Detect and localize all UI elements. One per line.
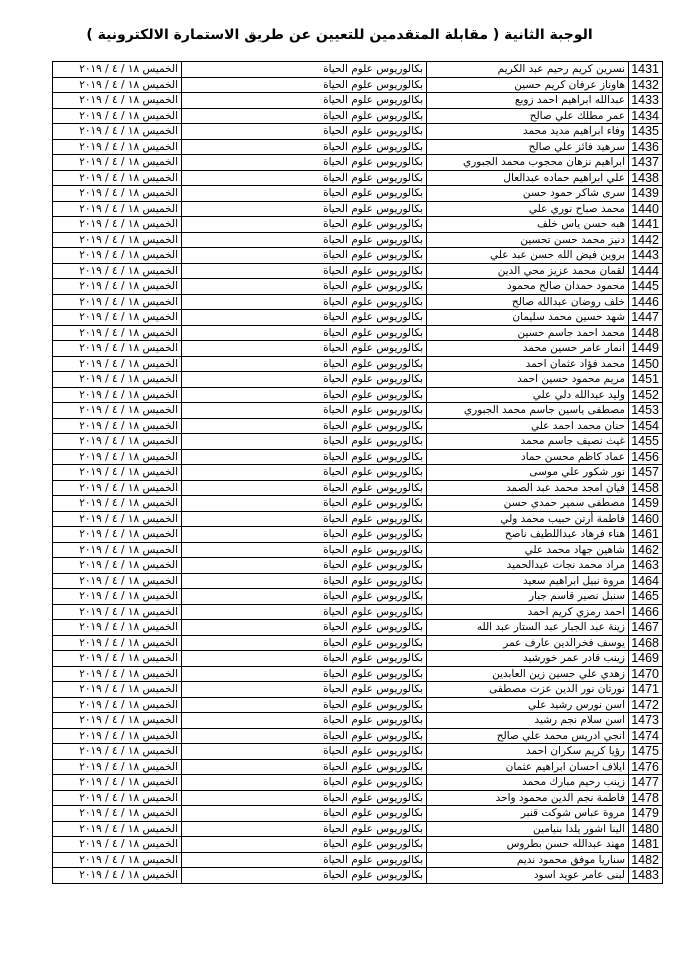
- interview-date-cell: الخميس ١٨ / ٤ / ٢٠١٩: [53, 744, 182, 760]
- applicant-number-cell: 1433: [629, 93, 663, 109]
- applicant-number-cell: 1470: [629, 666, 663, 682]
- applicant-name-cell: فاطمة نجم الدين محمود واحد: [427, 790, 629, 806]
- interview-date-cell: الخميس ١٨ / ٤ / ٢٠١٩: [53, 697, 182, 713]
- table-row: [53, 852, 663, 868]
- applicant-number-cell: 1451: [629, 372, 663, 388]
- applicant-number-cell: 1450: [629, 356, 663, 372]
- interview-date-cell: الخميس ١٨ / ٤ / ٢٠١٩: [53, 186, 182, 202]
- applicant-number-cell: 1443: [629, 248, 663, 264]
- degree-cell: بكالوريوس علوم الحياة: [182, 589, 427, 605]
- applicant-name-cell: مروة عباس شوكت قنبر: [427, 806, 629, 822]
- applicant-name-cell: محمد احمد جاسم حسين: [427, 325, 629, 341]
- table-row: [53, 697, 663, 713]
- degree-cell: بكالوريوس علوم الحياة: [182, 170, 427, 186]
- degree-cell: بكالوريوس علوم الحياة: [182, 604, 427, 620]
- applicant-name-cell: زينة عبد الجبار عبد الستار عبد الله: [427, 620, 629, 636]
- applicant-number-cell: 1481: [629, 837, 663, 853]
- degree-cell: بكالوريوس علوم الحياة: [182, 186, 427, 202]
- applicant-number-cell: 1440: [629, 201, 663, 217]
- interview-date-cell: الخميس ١٨ / ٤ / ٢٠١٩: [53, 759, 182, 775]
- table-row: [53, 341, 663, 357]
- applicant-number-cell: 1442: [629, 232, 663, 248]
- degree-cell: بكالوريوس علوم الحياة: [182, 666, 427, 682]
- applicant-number-cell: 1464: [629, 573, 663, 589]
- applicant-name-cell: اسن نورس رشيد علي: [427, 697, 629, 713]
- interview-date-cell: الخميس ١٨ / ٤ / ٢٠١٩: [53, 868, 182, 884]
- degree-cell: بكالوريوس علوم الحياة: [182, 868, 427, 884]
- applicant-number-cell: 1449: [629, 341, 663, 357]
- applicant-number-cell: 1465: [629, 589, 663, 605]
- applicant-name-cell: سرى شاكر حمود حسن: [427, 186, 629, 202]
- degree-cell: بكالوريوس علوم الحياة: [182, 697, 427, 713]
- table-row: [53, 558, 663, 574]
- applicant-name-cell: زهدي علي حسين زين العابدين: [427, 666, 629, 682]
- interview-date-cell: الخميس ١٨ / ٤ / ٢٠١٩: [53, 496, 182, 512]
- degree-cell: بكالوريوس علوم الحياة: [182, 325, 427, 341]
- applicant-number-cell: 1478: [629, 790, 663, 806]
- applicant-number-cell: 1482: [629, 852, 663, 868]
- applicant-number-cell: 1474: [629, 728, 663, 744]
- interview-date-cell: الخميس ١٨ / ٤ / ٢٠١٩: [53, 775, 182, 791]
- degree-cell: بكالوريوس علوم الحياة: [182, 248, 427, 264]
- degree-cell: بكالوريوس علوم الحياة: [182, 93, 427, 109]
- table-row: [53, 868, 663, 884]
- table-row: [53, 279, 663, 295]
- interview-date-cell: الخميس ١٨ / ٤ / ٢٠١٩: [53, 93, 182, 109]
- applicant-number-cell: 1479: [629, 806, 663, 822]
- applicant-number-cell: 1455: [629, 434, 663, 450]
- interview-date-cell: الخميس ١٨ / ٤ / ٢٠١٩: [53, 589, 182, 605]
- table-row: [53, 511, 663, 527]
- interview-date-cell: الخميس ١٨ / ٤ / ٢٠١٩: [53, 62, 182, 78]
- degree-cell: بكالوريوس علوم الحياة: [182, 418, 427, 434]
- applicant-number-cell: 1454: [629, 418, 663, 434]
- applicant-number-cell: 1453: [629, 403, 663, 419]
- degree-cell: بكالوريوس علوم الحياة: [182, 232, 427, 248]
- interview-date-cell: الخميس ١٨ / ٤ / ٢٠١٩: [53, 108, 182, 124]
- applicant-number-cell: 1444: [629, 263, 663, 279]
- applicant-name-cell: هبه حسن ياس خلف: [427, 217, 629, 233]
- applicant-name-cell: خلف روضان عبدالله صالح: [427, 294, 629, 310]
- interview-date-cell: الخميس ١٨ / ٤ / ٢٠١٩: [53, 201, 182, 217]
- degree-cell: بكالوريوس علوم الحياة: [182, 387, 427, 403]
- degree-cell: بكالوريوس علوم الحياة: [182, 465, 427, 481]
- interview-date-cell: الخميس ١٨ / ٤ / ٢٠١٩: [53, 511, 182, 527]
- table-row: [53, 666, 663, 682]
- applicant-name-cell: لقمان محمد عزيز محي الدين: [427, 263, 629, 279]
- degree-cell: بكالوريوس علوم الحياة: [182, 511, 427, 527]
- applicant-number-cell: 1438: [629, 170, 663, 186]
- applicant-name-cell: علي ابراهيم حماده عبدالعال: [427, 170, 629, 186]
- table-row: [53, 527, 663, 543]
- applicant-name-cell: بروين فيض الله حسن عبد علي: [427, 248, 629, 264]
- applicants-table-container: [52, 61, 662, 884]
- interview-date-cell: الخميس ١٨ / ٤ / ٢٠١٩: [53, 728, 182, 744]
- applicants-table-body: [53, 62, 663, 884]
- applicant-number-cell: 1469: [629, 651, 663, 667]
- interview-date-cell: الخميس ١٨ / ٤ / ٢٠١٩: [53, 170, 182, 186]
- applicant-name-cell: ابراهيم نزهان محجوب محمد الجبوري: [427, 155, 629, 171]
- table-row: [53, 232, 663, 248]
- degree-cell: بكالوريوس علوم الحياة: [182, 744, 427, 760]
- degree-cell: بكالوريوس علوم الحياة: [182, 356, 427, 372]
- table-row: [53, 248, 663, 264]
- interview-date-cell: الخميس ١٨ / ٤ / ٢٠١٩: [53, 139, 182, 155]
- table-row: [53, 325, 663, 341]
- interview-date-cell: الخميس ١٨ / ٤ / ٢٠١٩: [53, 542, 182, 558]
- table-row: [53, 310, 663, 326]
- degree-cell: بكالوريوس علوم الحياة: [182, 496, 427, 512]
- applicant-number-cell: 1436: [629, 139, 663, 155]
- applicant-name-cell: عماد كاظم محسن حماد: [427, 449, 629, 465]
- applicant-name-cell: نورتان نور الدين عزت مصطفى: [427, 682, 629, 698]
- table-row: [53, 635, 663, 651]
- table-row: [53, 806, 663, 822]
- interview-date-cell: الخميس ١٨ / ٤ / ٢٠١٩: [53, 387, 182, 403]
- applicant-number-cell: 1446: [629, 294, 663, 310]
- table-row: [53, 263, 663, 279]
- applicant-name-cell: فيان امجد محمد عبد الصمد: [427, 480, 629, 496]
- applicant-name-cell: مراد محمد نجات عبدالحميد: [427, 558, 629, 574]
- applicant-number-cell: 1432: [629, 77, 663, 93]
- applicant-name-cell: سناريا موفق محمود نديم: [427, 852, 629, 868]
- applicant-number-cell: 1457: [629, 465, 663, 481]
- applicant-number-cell: 1476: [629, 759, 663, 775]
- interview-date-cell: الخميس ١٨ / ٤ / ٢٠١٩: [53, 465, 182, 481]
- applicant-name-cell: دنيز محمد حسن تحسين: [427, 232, 629, 248]
- degree-cell: بكالوريوس علوم الحياة: [182, 201, 427, 217]
- table-row: [53, 294, 663, 310]
- degree-cell: بكالوريوس علوم الحياة: [182, 124, 427, 140]
- interview-date-cell: الخميس ١٨ / ٤ / ٢٠١٩: [53, 124, 182, 140]
- applicant-name-cell: يوسف فخرالدين عارف عمر: [427, 635, 629, 651]
- degree-cell: بكالوريوس علوم الحياة: [182, 837, 427, 853]
- interview-date-cell: الخميس ١٨ / ٤ / ٢٠١٩: [53, 573, 182, 589]
- table-row: [53, 449, 663, 465]
- applicant-name-cell: نسرين كريم رحيم عبد الكريم: [427, 62, 629, 78]
- degree-cell: بكالوريوس علوم الحياة: [182, 217, 427, 233]
- applicant-name-cell: مصطفى ياسين جاسم محمد الجبوري: [427, 403, 629, 419]
- applicant-number-cell: 1445: [629, 279, 663, 295]
- interview-date-cell: الخميس ١٨ / ٤ / ٢٠١٩: [53, 77, 182, 93]
- table-row: [53, 434, 663, 450]
- applicant-name-cell: احمد رمزي كريم احمد: [427, 604, 629, 620]
- interview-date-cell: الخميس ١٨ / ٤ / ٢٠١٩: [53, 279, 182, 295]
- table-row: [53, 759, 663, 775]
- table-row: [53, 139, 663, 155]
- table-row: [53, 713, 663, 729]
- degree-cell: بكالوريوس علوم الحياة: [182, 713, 427, 729]
- applicant-number-cell: 1468: [629, 635, 663, 651]
- applicant-number-cell: 1461: [629, 527, 663, 543]
- degree-cell: بكالوريوس علوم الحياة: [182, 542, 427, 558]
- applicant-number-cell: 1473: [629, 713, 663, 729]
- applicant-number-cell: 1452: [629, 387, 663, 403]
- applicant-name-cell: سرهيد فائز علي صالح: [427, 139, 629, 155]
- applicant-name-cell: مريم محمود حسين احمد: [427, 372, 629, 388]
- table-row: [53, 108, 663, 124]
- applicant-name-cell: زينب قادر عمر خورشيد: [427, 651, 629, 667]
- interview-date-cell: الخميس ١٨ / ٤ / ٢٠١٩: [53, 527, 182, 543]
- applicant-number-cell: 1439: [629, 186, 663, 202]
- applicant-number-cell: 1431: [629, 62, 663, 78]
- table-row: [53, 573, 663, 589]
- interview-date-cell: الخميس ١٨ / ٤ / ٢٠١٩: [53, 403, 182, 419]
- interview-date-cell: الخميس ١٨ / ٤ / ٢٠١٩: [53, 356, 182, 372]
- interview-date-cell: الخميس ١٨ / ٤ / ٢٠١٩: [53, 418, 182, 434]
- table-row: [53, 418, 663, 434]
- table-row: [53, 217, 663, 233]
- table-row: [53, 186, 663, 202]
- table-row: [53, 77, 663, 93]
- table-row: [53, 372, 663, 388]
- applicant-name-cell: سنبل نصير قاسم جبار: [427, 589, 629, 605]
- degree-cell: بكالوريوس علوم الحياة: [182, 434, 427, 450]
- applicant-name-cell: لبنى عامر عويد اسود: [427, 868, 629, 884]
- applicant-name-cell: انمار عامر حسين محمد: [427, 341, 629, 357]
- degree-cell: بكالوريوس علوم الحياة: [182, 449, 427, 465]
- degree-cell: بكالوريوس علوم الحياة: [182, 620, 427, 636]
- applicant-name-cell: مهند عبدالله حسن بطروس: [427, 837, 629, 853]
- applicant-number-cell: 1477: [629, 775, 663, 791]
- degree-cell: بكالوريوس علوم الحياة: [182, 403, 427, 419]
- applicant-name-cell: الينا اشور يلدا بنيامين: [427, 821, 629, 837]
- degree-cell: بكالوريوس علوم الحياة: [182, 775, 427, 791]
- interview-date-cell: الخميس ١٨ / ٤ / ٢٠١٩: [53, 682, 182, 698]
- interview-date-cell: الخميس ١٨ / ٤ / ٢٠١٩: [53, 325, 182, 341]
- table-row: [53, 682, 663, 698]
- applicant-name-cell: وليد عبدالله دلي علي: [427, 387, 629, 403]
- interview-date-cell: الخميس ١٨ / ٤ / ٢٠١٩: [53, 635, 182, 651]
- applicant-number-cell: 1458: [629, 480, 663, 496]
- applicant-number-cell: 1463: [629, 558, 663, 574]
- applicant-name-cell: محمد صباح نوري علي: [427, 201, 629, 217]
- applicant-name-cell: هناء فرهاد عبداللطيف ناصح: [427, 527, 629, 543]
- table-row: [53, 775, 663, 791]
- applicant-name-cell: مروة نبيل ابراهيم سعيد: [427, 573, 629, 589]
- table-row: [53, 589, 663, 605]
- applicant-name-cell: زينب رحيم مبارك محمد: [427, 775, 629, 791]
- applicant-number-cell: 1483: [629, 868, 663, 884]
- interview-date-cell: الخميس ١٨ / ٤ / ٢٠١٩: [53, 806, 182, 822]
- applicant-name-cell: انجي ادريس محمد علي صالح: [427, 728, 629, 744]
- table-row: [53, 93, 663, 109]
- interview-date-cell: الخميس ١٨ / ٤ / ٢٠١٩: [53, 852, 182, 868]
- applicant-number-cell: 1475: [629, 744, 663, 760]
- degree-cell: بكالوريوس علوم الحياة: [182, 759, 427, 775]
- table-row: [53, 620, 663, 636]
- degree-cell: بكالوريوس علوم الحياة: [182, 263, 427, 279]
- interview-date-cell: الخميس ١٨ / ٤ / ٢٠١٩: [53, 434, 182, 450]
- applicant-name-cell: عمر مطلك علي صالح: [427, 108, 629, 124]
- table-row: [53, 604, 663, 620]
- table-row: [53, 201, 663, 217]
- applicant-name-cell: شاهين جهاد محمد علي: [427, 542, 629, 558]
- degree-cell: بكالوريوس علوم الحياة: [182, 62, 427, 78]
- applicant-number-cell: 1472: [629, 697, 663, 713]
- degree-cell: بكالوريوس علوم الحياة: [182, 139, 427, 155]
- degree-cell: بكالوريوس علوم الحياة: [182, 310, 427, 326]
- applicant-name-cell: محمود حمدان صالح محمود: [427, 279, 629, 295]
- applicant-number-cell: 1459: [629, 496, 663, 512]
- degree-cell: بكالوريوس علوم الحياة: [182, 341, 427, 357]
- table-row: [53, 403, 663, 419]
- table-row: [53, 651, 663, 667]
- interview-date-cell: الخميس ١٨ / ٤ / ٢٠١٩: [53, 310, 182, 326]
- degree-cell: بكالوريوس علوم الحياة: [182, 155, 427, 171]
- applicant-name-cell: حنان محمد احمد علي: [427, 418, 629, 434]
- interview-date-cell: الخميس ١٨ / ٤ / ٢٠١٩: [53, 341, 182, 357]
- degree-cell: بكالوريوس علوم الحياة: [182, 852, 427, 868]
- applicant-number-cell: 1437: [629, 155, 663, 171]
- interview-date-cell: الخميس ١٨ / ٤ / ٢٠١٩: [53, 837, 182, 853]
- applicant-number-cell: 1447: [629, 310, 663, 326]
- degree-cell: بكالوريوس علوم الحياة: [182, 651, 427, 667]
- interview-date-cell: الخميس ١٨ / ٤ / ٢٠١٩: [53, 217, 182, 233]
- interview-date-cell: الخميس ١٨ / ٤ / ٢٠١٩: [53, 232, 182, 248]
- table-row: [53, 744, 663, 760]
- applicant-name-cell: مصطفى سمير حمدي حسن: [427, 496, 629, 512]
- applicant-name-cell: غيث نصيف جاسم محمد: [427, 434, 629, 450]
- degree-cell: بكالوريوس علوم الحياة: [182, 77, 427, 93]
- applicant-number-cell: 1434: [629, 108, 663, 124]
- applicant-name-cell: عبدالله ابراهيم احمد زوبع: [427, 93, 629, 109]
- degree-cell: بكالوريوس علوم الحياة: [182, 806, 427, 822]
- degree-cell: بكالوريوس علوم الحياة: [182, 108, 427, 124]
- degree-cell: بكالوريوس علوم الحياة: [182, 527, 427, 543]
- interview-date-cell: الخميس ١٨ / ٤ / ٢٠١٩: [53, 620, 182, 636]
- degree-cell: بكالوريوس علوم الحياة: [182, 728, 427, 744]
- interview-date-cell: الخميس ١٨ / ٤ / ٢٠١٩: [53, 604, 182, 620]
- table-row: [53, 480, 663, 496]
- table-row: [53, 356, 663, 372]
- table-row: [53, 496, 663, 512]
- applicant-name-cell: فاطمة أرتن حبيب محمد ولي: [427, 511, 629, 527]
- table-row: [53, 790, 663, 806]
- degree-cell: بكالوريوس علوم الحياة: [182, 573, 427, 589]
- applicant-name-cell: وفاء ابراهيم مديد محمد: [427, 124, 629, 140]
- interview-date-cell: الخميس ١٨ / ٤ / ٢٠١٩: [53, 449, 182, 465]
- interview-date-cell: الخميس ١٨ / ٤ / ٢٠١٩: [53, 294, 182, 310]
- applicant-name-cell: اسن سلام نجم رشيد: [427, 713, 629, 729]
- interview-date-cell: الخميس ١٨ / ٤ / ٢٠١٩: [53, 248, 182, 264]
- interview-date-cell: الخميس ١٨ / ٤ / ٢٠١٩: [53, 666, 182, 682]
- interview-date-cell: الخميس ١٨ / ٤ / ٢٠١٩: [53, 651, 182, 667]
- table-row: [53, 542, 663, 558]
- table-row: [53, 62, 663, 78]
- applicant-name-cell: ايلاف احسان ابراهيم عثمان: [427, 759, 629, 775]
- applicant-number-cell: 1467: [629, 620, 663, 636]
- applicant-number-cell: 1462: [629, 542, 663, 558]
- applicant-name-cell: محمد فؤاد عثمان احمد: [427, 356, 629, 372]
- applicant-number-cell: 1456: [629, 449, 663, 465]
- degree-cell: بكالوريوس علوم الحياة: [182, 790, 427, 806]
- applicant-name-cell: هاوناز عرفان كريم حسين: [427, 77, 629, 93]
- applicant-number-cell: 1448: [629, 325, 663, 341]
- table-row: [53, 465, 663, 481]
- table-row: [53, 124, 663, 140]
- interview-date-cell: الخميس ١٨ / ٤ / ٢٠١٩: [53, 821, 182, 837]
- applicant-name-cell: شهد حسين محمد سليمان: [427, 310, 629, 326]
- degree-cell: بكالوريوس علوم الحياة: [182, 635, 427, 651]
- degree-cell: بكالوريوس علوم الحياة: [182, 372, 427, 388]
- table-row: [53, 387, 663, 403]
- interview-date-cell: الخميس ١٨ / ٤ / ٢٠١٩: [53, 713, 182, 729]
- interview-date-cell: الخميس ١٨ / ٤ / ٢٠١٩: [53, 372, 182, 388]
- applicant-name-cell: رؤيا كريم سكران احمد: [427, 744, 629, 760]
- interview-date-cell: الخميس ١٨ / ٤ / ٢٠١٩: [53, 263, 182, 279]
- applicant-number-cell: 1441: [629, 217, 663, 233]
- degree-cell: بكالوريوس علوم الحياة: [182, 279, 427, 295]
- table-row: [53, 821, 663, 837]
- table-row: [53, 837, 663, 853]
- interview-date-cell: الخميس ١٨ / ٤ / ٢٠١٩: [53, 480, 182, 496]
- applicant-number-cell: 1460: [629, 511, 663, 527]
- interview-date-cell: الخميس ١٨ / ٤ / ٢٠١٩: [53, 558, 182, 574]
- table-row: [53, 728, 663, 744]
- page-title: الوجبة الثانية ( مقابلة المتقدمين للتعيين عن طريق الاستمارة الالكترونية ): [86, 27, 593, 43]
- degree-cell: بكالوريوس علوم الحياة: [182, 558, 427, 574]
- table-row: [53, 155, 663, 171]
- degree-cell: بكالوريوس علوم الحياة: [182, 480, 427, 496]
- interview-date-cell: الخميس ١٨ / ٤ / ٢٠١٩: [53, 790, 182, 806]
- degree-cell: بكالوريوس علوم الحياة: [182, 682, 427, 698]
- applicant-name-cell: نور شكور علي موسى: [427, 465, 629, 481]
- table-row: [53, 170, 663, 186]
- applicant-number-cell: 1466: [629, 604, 663, 620]
- interview-date-cell: الخميس ١٨ / ٤ / ٢٠١٩: [53, 155, 182, 171]
- applicant-number-cell: 1471: [629, 682, 663, 698]
- applicant-number-cell: 1435: [629, 124, 663, 140]
- applicant-number-cell: 1480: [629, 821, 663, 837]
- applicants-table: [52, 61, 663, 884]
- degree-cell: بكالوريوس علوم الحياة: [182, 294, 427, 310]
- degree-cell: بكالوريوس علوم الحياة: [182, 821, 427, 837]
